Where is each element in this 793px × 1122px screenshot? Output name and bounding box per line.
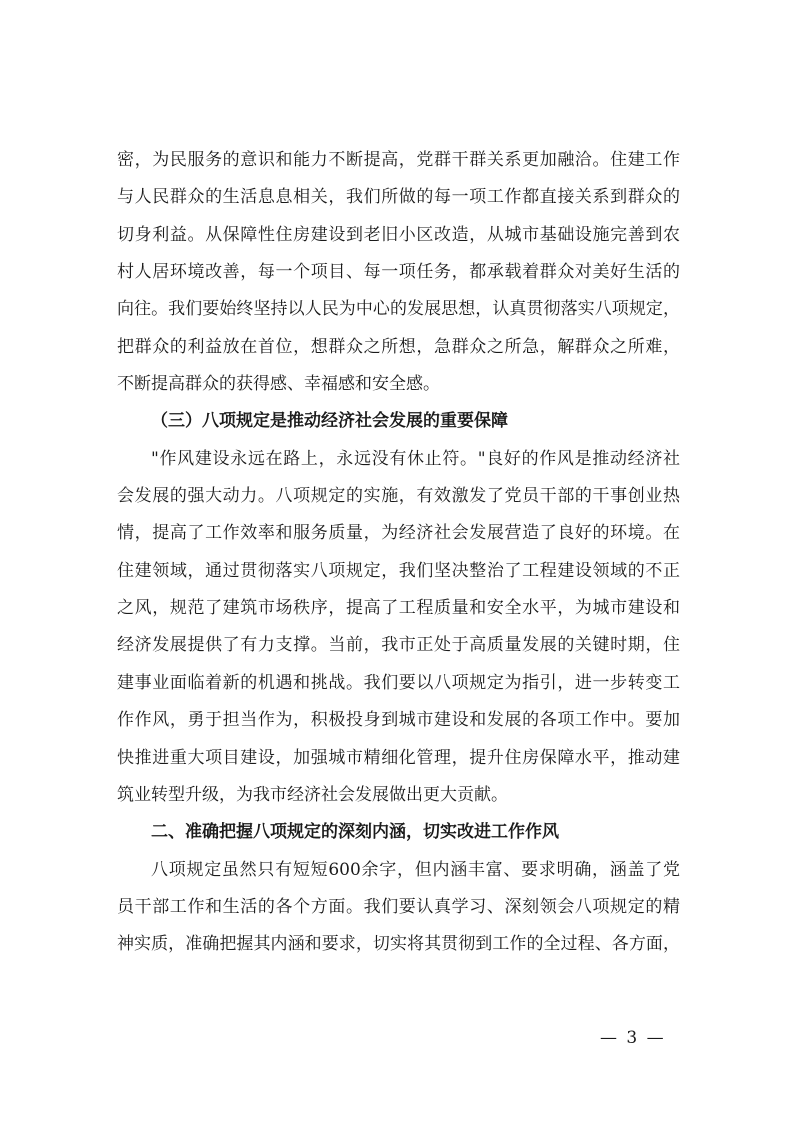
text-line: 把群众的利益放在首位，想群众之所想，急群众之所急，解群众之所难， xyxy=(117,336,680,357)
text-line: 神实质，准确把握其内涵和要求，切实将其贯彻到工作的全过程、各方面， xyxy=(117,934,680,955)
text-line: 经济发展提供了有力支撑。当前，我市正处于高质量发展的关键时期，住 xyxy=(117,635,680,656)
text-line: 不断提高群众的获得感、幸福感和安全感。 xyxy=(117,374,440,395)
text-line: 与人民群众的生活息息相关，我们所做的每一项工作都直接关系到群众的 xyxy=(117,187,680,208)
text-line: 作作风，勇于担当作为，积极投身到城市建设和发展的各项工作中。要加 xyxy=(117,710,680,731)
text-line: 二、准确把握八项规定的深刻内涵，切实改进工作作风 xyxy=(151,822,559,843)
text-line: 村人居环境改善，每一个项目、每一项任务，都承载着群众对美好生活的 xyxy=(117,262,680,283)
text-line: 建事业面临着新的机遇和挑战。我们要以八项规定为指引，进一步转变工 xyxy=(117,672,680,693)
text-line: 筑业转型升级，为我市经济社会发展做出更大贡献。 xyxy=(117,784,508,805)
text-line: 密，为民服务的意识和能力不断提高，党群干群关系更加融洽。住建工作 xyxy=(117,150,680,170)
text-line: 住建领域，通过贯彻落实八项规定，我们坚决整治了工程建设领域的不正 xyxy=(117,560,680,581)
text-line: 会发展的强大动力。八项规定的实施，有效激发了党员干部的干事创业热 xyxy=(117,486,680,507)
paragraph xyxy=(117,142,680,403)
text-line: 切身利益。从保障性住房建设到老旧小区改造，从城市基础设施完善到农 xyxy=(117,224,680,245)
text-line: "作风建设永远在路上，永远没有休止符。"良好的作风是推动经济社 xyxy=(151,448,680,469)
document-body xyxy=(117,142,680,964)
text-line: 情，提高了工作效率和服务质量，为经济社会发展营造了良好的环境。在 xyxy=(117,523,680,544)
text-line: 八项规定虽然只有短短600余字，但内涵丰富、要求明确，涵盖了党 xyxy=(151,859,680,880)
text-line: 之风，规范了建筑市场秩序，提高了工程质量和安全水平，为城市建设和 xyxy=(117,598,680,619)
text-line: 员干部工作和生活的各个方面。我们要认真学习、深刻领会八项规定的精 xyxy=(117,896,680,917)
section-heading xyxy=(117,814,680,851)
subsection-heading xyxy=(117,403,680,440)
paragraph xyxy=(117,852,680,964)
text-line: （三）八项规定是推动经济社会发展的重要保障 xyxy=(151,411,508,432)
paragraph xyxy=(117,441,680,814)
page-number: — 3 — xyxy=(600,1028,666,1048)
text-line: 向往。我们要始终坚持以人民为中心的发展思想，认真贯彻落实八项规定， xyxy=(117,299,680,320)
text-line: 快推进重大项目建设，加强城市精细化管理，提升住房保障水平，推动建 xyxy=(117,747,680,768)
